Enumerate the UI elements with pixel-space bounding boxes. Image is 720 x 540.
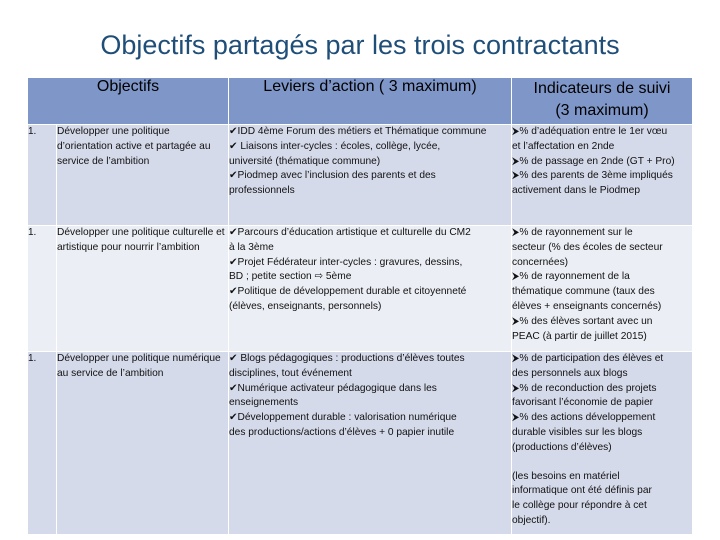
note-line: le collège pour répondre à cet	[512, 500, 647, 512]
indicator-line: et l’affectation en 2nde	[512, 140, 615, 152]
page-title: Objectifs partagés par les trois contractants	[100, 30, 620, 60]
indicators-cell	[512, 125, 693, 226]
indicator-line: thématique commune (taux des	[512, 286, 655, 298]
lever-line: disciplines, tout événement	[229, 367, 352, 379]
indicators-cell	[512, 226, 693, 352]
levers-cell	[229, 226, 512, 352]
header-leviers	[229, 78, 512, 125]
indicator-line: ⮞% de reconduction des projets	[512, 382, 657, 394]
lever-line: à la 3ème	[229, 241, 274, 253]
table-row	[28, 226, 693, 352]
indicator-line: ⮞% de passage en 2nde (GT + Pro)	[512, 155, 675, 167]
indicator-line: ⮞% d’adéquation entre le 1er vœu	[512, 126, 668, 137]
header-indicateurs	[512, 78, 693, 125]
header-objectifs-label: Objectifs	[96, 78, 160, 95]
table-row	[28, 352, 693, 535]
header-indicateurs-line2: (3 maximum)	[555, 102, 649, 119]
indicator-line: ⮞% de participation des élèves et	[512, 353, 664, 364]
header-row	[28, 78, 693, 125]
equipment-note	[512, 470, 692, 529]
row-number: 1.	[28, 226, 57, 352]
indicator-line: concernées)	[512, 256, 569, 268]
lever-line: ✔ Blogs pédagogiques : productions d’élèves toutes	[229, 353, 465, 364]
indicator-line: ⮞% des élèves sortant avec un	[512, 315, 653, 327]
lever-line: ✔Projet Fédérateur inter-cycles : gravures, dessins,	[229, 256, 463, 268]
indicator-line: durable visibles sur les blogs	[512, 426, 643, 438]
indicator-line: ⮞% des actions développement	[512, 412, 656, 424]
note-line: informatique ont été définis par	[512, 485, 652, 497]
indicator-line: (productions d’élèves)	[512, 441, 612, 453]
lever-line: ✔ Liaisons inter-cycles : écoles, collège, lycée,	[229, 140, 441, 152]
header-objectifs	[28, 78, 229, 125]
header-leviers-label: Leviers d’action ( 3 maximum)	[263, 78, 477, 95]
lever-line: des productions/actions d’élèves + 0 papier inutile	[229, 426, 455, 438]
header-indicateurs-line1: Indicateurs de suivi	[533, 80, 671, 97]
note-line: (les besoins en matériel	[512, 470, 620, 482]
objectives-table	[27, 77, 693, 535]
lever-line: ✔IDD 4ème Forum des métiers et Thématique commune	[229, 126, 487, 137]
lever-line: enseignements	[229, 397, 299, 409]
row-number: 1.	[28, 125, 57, 226]
objective-cell: Développer une politique d’orientation active et partagée au service de l’ambition	[57, 125, 229, 226]
indicator-line: élèves + enseignants concernés)	[512, 300, 662, 312]
lever-line: université (thématique commune)	[229, 155, 381, 167]
indicator-line: PEAC (à partir de juillet 2015)	[512, 330, 647, 342]
lever-line: ✔Parcours d’éducation artistique et culturelle du CM2	[229, 227, 471, 238]
indicator-line: ⮞% de rayonnement de la	[512, 271, 630, 283]
lever-line: ✔Politique de développement durable et citoyenneté	[229, 286, 467, 298]
levers-cell	[229, 352, 512, 535]
indicators-cell	[512, 352, 693, 535]
indicator-line: ⮞% de rayonnement sur le	[512, 227, 633, 238]
objective-cell: Développer une politique culturelle et artistique pour nourrir l’ambition	[57, 226, 229, 352]
lever-line: ✔Piodmep avec l’inclusion des parents et des	[229, 170, 436, 182]
lever-line: BD ; petite section ⇨ 5ème	[229, 271, 352, 283]
lever-line: ✔Développement durable : valorisation numérique	[229, 412, 457, 424]
lever-line: ✔Numérique activateur pédagogique dans les	[229, 382, 437, 394]
lever-line: professionnels	[229, 185, 295, 197]
indicator-line: ⮞% des parents de 3ème impliqués	[512, 170, 673, 182]
table-row	[28, 125, 693, 226]
note-line: objectif).	[512, 514, 551, 526]
lever-line: (élèves, enseignants, personnels)	[229, 300, 382, 312]
indicator-line: des personnels aux blogs	[512, 367, 628, 379]
indicator-line: activement dans le Piodmep	[512, 185, 640, 197]
row-number: 1.	[28, 352, 57, 535]
indicator-line: favorisant l’économie de papier	[512, 397, 654, 409]
indicator-line: secteur (% des écoles de secteur	[512, 241, 663, 253]
objective-cell: Développer une politique numérique au service de l’ambition	[57, 352, 229, 535]
levers-cell	[229, 125, 512, 226]
